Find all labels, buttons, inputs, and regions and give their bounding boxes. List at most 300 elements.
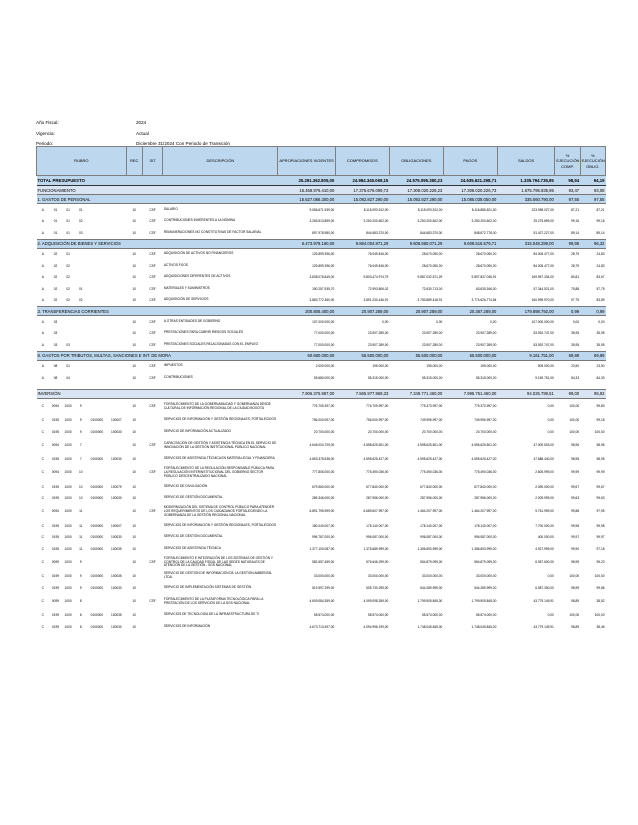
- cell-ejec-oblig: 100,00: [594, 574, 605, 579]
- project-row: [37, 504, 606, 520]
- cell-saldos: 51.427.227,00: [533, 230, 554, 235]
- cell-obligaciones: 677.840.000,00: [420, 484, 443, 489]
- cell-compromisos: 287.956.000,00: [366, 496, 389, 501]
- cell-pagos: 55.315.000,00: [475, 375, 497, 380]
- cell-apropiaciones: 25.291.362.805,00: [278, 176, 335, 186]
- rubro-code-3: 1000: [64, 535, 72, 540]
- rubro-code-3: 1000: [64, 598, 72, 603]
- rubro-code-5: [87, 227, 107, 239]
- rubro-code-4: 01: [78, 286, 83, 291]
- cell-obligaciones: 72.630.713,00: [421, 286, 443, 291]
- cell-pagos: 23.907.289,00: [475, 342, 497, 347]
- cell-description: SERVICIO DE GESTIÓN DOCUMENTAL: [163, 495, 223, 500]
- rubro-code-5: 0100000: [90, 484, 104, 489]
- cell-compromisos: 677.840.000,00: [366, 484, 389, 489]
- cell-ejec-oblig: 97,55: [580, 195, 605, 204]
- cell-obligaciones: 7.349.771.460,00: [389, 389, 443, 398]
- rubro-code-3: 1000: [64, 574, 72, 579]
- cell-rec: 10: [132, 457, 136, 462]
- cell-compromisos: 996.087.000,00: [366, 535, 389, 540]
- cell-sit: CSF: [149, 286, 156, 291]
- cell-sit: CSF: [149, 442, 156, 447]
- cell-obligaciones: 3.783.889.418,91: [417, 298, 443, 303]
- cell-compromisos: 195.000,00: [372, 364, 389, 369]
- cell-ejec-comp: 98,99: [571, 559, 580, 564]
- cell-ejec-oblig: 100,00: [594, 613, 605, 618]
- rubro-code-5: 0100000: [90, 429, 104, 434]
- cell-ejec-comp: 28,79: [571, 252, 580, 257]
- rubro-code-2: 01: [53, 230, 58, 235]
- cell-obligaciones: 4.598.625.501,00: [417, 442, 443, 447]
- rubro-code-5: [87, 260, 107, 272]
- cell-obligaciones: 3.250.200.602,00: [417, 219, 443, 224]
- rubro-code-1: A: [41, 364, 44, 369]
- cell-obligaciones: 15.092.827.290,00: [389, 195, 443, 204]
- rubro-code-3: 1000: [64, 546, 72, 551]
- cell-sit: CSF: [149, 319, 156, 324]
- table-row: [37, 283, 606, 295]
- cell-apropiaciones: 6.473.978.160,00: [278, 239, 335, 248]
- cell-rec: 10: [132, 286, 136, 291]
- cell-saldos: 53.092.747,00: [533, 342, 554, 347]
- cell-rec: 10: [132, 559, 136, 564]
- cell-rec: 10: [132, 496, 136, 501]
- cell-saldos: 53.092.747,00: [533, 331, 554, 336]
- cell-obligaciones: 9.887.032.571,29: [417, 275, 443, 280]
- rubro-code-3: 03: [66, 342, 70, 347]
- rubro-code-2: 0195: [51, 457, 59, 462]
- rubro-code-5: [87, 438, 107, 454]
- cell-apropiaciones: 3.838.076.845,00: [309, 275, 335, 280]
- cell-ejec-comp: 98,89: [571, 624, 580, 629]
- table-row: [37, 360, 606, 372]
- cell-ejec-oblig: 98,95: [596, 457, 605, 462]
- cell-compromisos: 9.884.004.871,29: [335, 239, 389, 248]
- cell-ejec-oblig: 93,08: [580, 186, 605, 195]
- rubro-code-6: [107, 227, 127, 239]
- cell-obligaciones: 544.289.999,00: [420, 585, 443, 590]
- rubro-code-4: [74, 260, 87, 272]
- cell-saldos: 0,00: [547, 574, 554, 579]
- rubro-code-2: 02: [53, 252, 58, 257]
- cell-pagos: 55.574.000,00: [475, 613, 497, 618]
- rubro-code-2: 0094: [51, 442, 59, 447]
- cell-ejec-oblig: 99,83: [596, 403, 605, 408]
- header-rubro: RUBRO: [37, 147, 127, 176]
- cell-ejec-comp: 99,88: [571, 509, 580, 514]
- rubro-code-5: [87, 295, 107, 307]
- cell-description: ADQUISICIONES DIFERENTES DE ACTIVOS: [163, 274, 231, 279]
- rubro-code-4: [74, 339, 87, 351]
- header-pagos: PAGOS: [443, 147, 497, 176]
- rubro-code-3: [62, 316, 75, 328]
- cell-pagos: 0,00: [490, 319, 497, 324]
- rubro-code-5: 0100000: [90, 624, 104, 629]
- rubro-code-2: 0094: [51, 509, 59, 514]
- cell-rec: 10: [132, 230, 136, 235]
- cell-obligaciones: 33.000.000,00: [421, 574, 443, 579]
- cell-ejec-comp: 98,99: [571, 585, 580, 590]
- table-row: [37, 372, 606, 384]
- cell-obligaciones: 775.490.036,00: [420, 470, 443, 475]
- cell-apropiaciones: 129.899.396,00: [312, 252, 335, 257]
- header-rec: REC: [126, 147, 142, 176]
- cell-ejec-oblig: 38,52: [596, 598, 605, 603]
- cell-ejec-oblig: 97,95: [596, 509, 605, 514]
- row-description: 2. ADQUISICIÓN DE BIENES Y SERVICIOS: [37, 239, 278, 248]
- table-row: [37, 328, 606, 340]
- rubro-code-2: 0195: [51, 546, 59, 551]
- rubro-code-3: 1000: [64, 429, 72, 434]
- cell-saldos: 2.009.999,00: [535, 496, 554, 501]
- cell-rec: 10: [132, 403, 136, 408]
- cell-ejec-oblig: 97,18: [596, 546, 605, 551]
- cell-ejec-comp: 35,95: [571, 331, 580, 336]
- rubro-code-2: 01: [53, 207, 58, 212]
- rubro-code-3: 01: [66, 219, 70, 224]
- cell-rec: 10: [132, 598, 136, 603]
- rubro-code-4: 8: [79, 624, 82, 629]
- cell-apropiaciones: 3.265.513.899,00: [309, 219, 335, 224]
- cell-rec: 10: [132, 418, 136, 423]
- cell-description: SERVICIO DE INFORMACIÓN ACTUALIZADO: [163, 428, 231, 433]
- rubro-code-6: 100035: [111, 613, 122, 618]
- cell-ejec-comp: 0,99: [555, 307, 580, 316]
- cell-saldos: 43.779.149,91: [533, 598, 554, 603]
- cell-sit: CSF: [149, 375, 156, 380]
- table-row: [37, 272, 606, 284]
- cell-rec: 10: [132, 535, 136, 540]
- cell-ejec-comp: 99,16: [571, 219, 580, 224]
- cell-ejec-oblig: 99,99: [596, 470, 605, 475]
- rubro-code-4: [74, 328, 87, 340]
- table-row: [37, 532, 606, 544]
- cell-description: ACTIVOS FIJOS: [163, 262, 188, 267]
- cell-apropiaciones: 756.000.097,00: [312, 418, 335, 423]
- cell-description: SERVICIOS DE INFORMACIÓN Y GESTIÓN REGIONALES, FORTALECIDOS: [163, 522, 277, 527]
- cell-sit: CSF: [149, 509, 156, 514]
- table-row: [37, 204, 606, 216]
- rubro-code-5: [87, 204, 107, 216]
- cell-apropiaciones: 77.000.000,00: [313, 342, 335, 347]
- cell-pagos: 4.595.625.427,00: [471, 457, 497, 462]
- project-row: [37, 398, 606, 415]
- cell-compromisos: 72.993.806,02: [367, 286, 389, 291]
- cell-pagos: 63.635.166,00: [475, 286, 497, 291]
- cell-description: ADQUISICIÓN DE ACTIVOS NO FINANCIEROS: [163, 251, 234, 256]
- cell-sit: [142, 454, 163, 466]
- cell-ejec-comp: 98,95: [571, 457, 580, 462]
- rubro-code-3: 1000: [64, 523, 72, 528]
- cell-sit: [142, 481, 163, 493]
- header-saldos: SALDOS: [497, 147, 554, 176]
- cell-compromisos: 23.907.289,00: [367, 331, 389, 336]
- table-row: [37, 227, 606, 239]
- cell-apropiaciones: 55.680.000,00: [313, 375, 335, 380]
- cell-saldos: 7.700.000,00: [535, 523, 554, 528]
- cell-compromisos: 20.907.289,00: [335, 307, 389, 316]
- rubro-code-3: [62, 328, 75, 340]
- cell-ejec-comp: 99,00: [555, 389, 580, 398]
- cell-compromisos: 9.803.474.974,79: [363, 275, 389, 280]
- cell-obligaciones: 17.308.020.226,23: [389, 186, 443, 195]
- rubro-code-2: 03: [53, 319, 58, 324]
- rubro-code-4: 9: [79, 429, 82, 434]
- period-label: Periodo:: [36, 141, 54, 146]
- cell-description: MODERNIZACIÓN DEL SISTEMA DE CONTROL PÚBLICO PARA ATENDER LOS REQUERIMIENTOS DE LOS CIUDADANOS FORTALECIENDO LA GOBERNANZA DE LA GESTIÓN REGIONAL NACIONAL: [163, 505, 275, 517]
- cell-ejec-oblig: 35,95: [596, 331, 605, 336]
- cell-ejec-oblig: 35,95: [596, 342, 605, 347]
- rubro-code-2: 0099: [51, 559, 59, 564]
- cell-obligaciones: 0,00: [436, 319, 443, 324]
- cell-sit: CSF: [149, 342, 156, 347]
- cell-rec: 10: [132, 319, 136, 324]
- cell-sit: CSF: [149, 298, 156, 303]
- rubro-code-6: [107, 465, 127, 481]
- rubro-code-3: 01: [66, 207, 70, 212]
- rubro-code-2: 08: [53, 364, 58, 369]
- rubro-code-2: 0195: [51, 535, 59, 540]
- cell-compromisos: 33.000.000,00: [367, 574, 389, 579]
- cell-apropiaciones: 190.257.935,70: [312, 286, 335, 291]
- cell-ejec-comp: 99,90: [571, 546, 580, 551]
- cell-ejec-oblig: 24,83: [596, 252, 605, 257]
- rubro-code-2: 0199: [51, 613, 59, 618]
- rubro-code-2: 02: [53, 286, 58, 291]
- rubro-code-5: 0100000: [90, 613, 104, 618]
- rubro-code-6: 100030: [111, 496, 122, 501]
- cell-sit: [142, 426, 163, 438]
- cell-compromisos: 1.375.689.999,00: [363, 546, 389, 551]
- rubro-code-4: 9: [79, 418, 82, 423]
- cell-compromisos: 23.907.289,00: [367, 342, 389, 347]
- cell-ejec-comp: 100,00: [569, 429, 580, 434]
- cell-ejec-comp: 99,97: [571, 535, 580, 540]
- rubro-code-1: A: [41, 298, 44, 303]
- cell-apropiaciones: 9.086.671.939,00: [309, 207, 335, 212]
- cell-description: FORTALECIMIENTO E INTEGRACIÓN DE LOS SISTEMAS DE GESTIÓN Y CONTROL DE LA CALIDAD FISCAL DE LAS SEDES NATURALES DE ATENCIÓN DE LA GESTIÓN - SGS NACIONAL: [163, 555, 273, 568]
- rubro-code-4: 11: [79, 509, 83, 514]
- cell-compromisos: 4.094.996.199,00: [363, 624, 389, 629]
- cell-sit: CSF: [149, 219, 156, 224]
- cell-ejec-oblig: 99,97: [596, 535, 605, 540]
- cell-ejec-comp: 69,89: [555, 351, 580, 360]
- cell-compromisos: 0,00: [382, 319, 389, 324]
- cell-compromisos: 24.984.345.069,15: [335, 176, 389, 186]
- cell-obligaciones: 24.575.095.380,23: [389, 176, 443, 186]
- cell-description: FORTALECIMIENTO DE LA GOBERNABILIDAD Y GOBERNANZA DESDE CULTURAL DE INFORMACIÓN REGIONAL DE LA CIUDAD BOGOTÁ: [163, 401, 271, 410]
- cell-obligaciones: 28.670.050,00: [421, 263, 443, 268]
- cell-ejec-oblig: 83,89: [596, 298, 605, 303]
- row-description: INVERSIÓN: [37, 389, 278, 398]
- cell-sit: [142, 571, 163, 583]
- cell-ejec-oblig: 99,63: [596, 496, 605, 501]
- cell-saldos: 1.675.795.935,95: [497, 186, 554, 195]
- cell-pagos: 17.308.020.226,73: [443, 186, 497, 195]
- rubro-code-2: 0099: [51, 598, 59, 603]
- cell-saldos: 0,00: [547, 418, 554, 423]
- period-value: Diciembre 31/2024 Con Periodo de Transición: [136, 141, 230, 146]
- cell-apropiaciones: 16.458.976.410,00: [278, 186, 335, 195]
- cell-apropiaciones: 129.899.396,00: [312, 263, 335, 268]
- rubro-code-6: 100079: [111, 484, 122, 489]
- cell-ejec-comp: 99,96: [555, 239, 580, 248]
- rubro-code-6: 100030: [111, 535, 122, 540]
- cell-apropiaciones: 289.346.000,00: [312, 496, 335, 501]
- rubro-code-2: 0199: [51, 574, 59, 579]
- cell-saldos: 9.169.751,00: [535, 375, 554, 380]
- cell-obligaciones: 23.907.289,00: [421, 331, 443, 336]
- rubro-code-4: 10: [78, 484, 83, 489]
- cell-compromisos: 844.683.370,00: [366, 230, 389, 235]
- table-row: [37, 339, 606, 351]
- cell-saldos: 335.060.790,00: [497, 195, 554, 204]
- cell-obligaciones: 1.356.693.999,00: [417, 546, 443, 551]
- rubro-code-5: [87, 316, 107, 328]
- cell-pagos: 775.370.997,00: [474, 403, 497, 408]
- cell-compromisos: 576.646.299,00: [366, 559, 389, 564]
- rubro-code-3: 1000: [64, 484, 72, 489]
- cell-pagos: 8.116.886.521,00: [471, 207, 497, 212]
- cell-compromisos: 3.250.200.602,00: [363, 219, 389, 224]
- rubro-code-4: 9: [79, 574, 82, 579]
- cell-saldos: 179.898.792,00: [497, 307, 554, 316]
- cell-sit: [142, 532, 163, 544]
- cell-ejec-oblig: 95,23: [596, 559, 605, 564]
- cell-compromisos: 505.730.299,00: [366, 585, 389, 590]
- cell-ejec-comp: 97,55: [555, 195, 580, 204]
- cell-rec: 10: [132, 585, 136, 590]
- rubro-code-5: [87, 372, 107, 384]
- cell-obligaciones: 195.000,00: [426, 364, 443, 369]
- cell-obligaciones: 23.907.289,00: [421, 342, 443, 347]
- cell-apropiaciones: 20.700.000,00: [313, 429, 335, 434]
- cell-saldos: 9.161.751,00: [497, 351, 554, 360]
- rubro-code-2: 0195: [51, 484, 59, 489]
- cell-pagos: 677.840.000,00: [474, 484, 497, 489]
- rubro-code-6: [107, 328, 127, 340]
- rubro-code-1: C: [41, 442, 44, 447]
- cell-description: PRESTACIONES SOCIALES RELACIONADAS CON EL EMPLEO: [163, 341, 259, 346]
- table-row: [37, 493, 606, 505]
- rubro-code-5: 0100000: [90, 418, 104, 423]
- fiscal-year-label: Año Fiscal:: [36, 120, 59, 125]
- rubro-code-6: 100035: [111, 574, 122, 579]
- cell-pagos: 287.956.000,00: [474, 496, 497, 501]
- cell-description: SERVICIOS DE ASISTENCIA TÉCNICA: [163, 545, 221, 550]
- rubro-code-3: 1000: [64, 613, 72, 618]
- cell-obligaciones: 28.670.050,00: [421, 252, 443, 257]
- rubro-code-3: 01: [66, 364, 70, 369]
- rubro-code-2: 0195: [51, 523, 59, 528]
- cell-obligaciones: 1.464.207.997,00: [417, 509, 443, 514]
- rubro-code-6: [107, 438, 127, 454]
- validity-label: Vigencia:: [36, 130, 55, 136]
- rubro-code-6: 100030: [111, 624, 122, 629]
- cell-pagos: 1.464.207.997,00: [471, 509, 497, 514]
- rubro-code-5: 0100000: [90, 496, 104, 501]
- rubro-code-4: 7: [79, 442, 82, 447]
- cell-pagos: 20.367.289,00: [443, 307, 497, 316]
- cell-saldos: 57.344.521,00: [533, 286, 554, 291]
- cell-pagos: 28.670.050,00: [475, 263, 497, 268]
- cell-rec: 10: [132, 263, 136, 268]
- rubro-code-1: C: [41, 535, 44, 540]
- rubro-code-1: A: [41, 375, 44, 380]
- cell-apropiaciones: 4.609.084.359,00: [309, 598, 335, 603]
- table-row: [37, 415, 606, 427]
- rubro-code-1: A: [41, 263, 44, 268]
- rubro-code-2: 0199: [51, 624, 59, 629]
- rubro-code-3: 1000: [64, 624, 72, 629]
- cell-compromisos: 776.709.997,00: [366, 403, 389, 408]
- rubro-code-2: 08: [53, 375, 58, 380]
- table-row: [37, 571, 606, 583]
- budget-table: [36, 146, 606, 633]
- cell-sit: [142, 610, 163, 622]
- section-row: [37, 239, 606, 248]
- cell-ejec-comp: 100,00: [569, 574, 580, 579]
- cell-obligaciones: 55.500.000,00: [389, 351, 443, 360]
- rubro-code-6: [107, 398, 127, 415]
- cell-pagos: 23.907.289,00: [475, 331, 497, 336]
- cell-pagos: 20.700.000,00: [475, 429, 497, 434]
- cell-ejec-oblig: 99,16: [596, 219, 605, 224]
- cell-description: IMPUESTOS: [163, 363, 183, 368]
- table-row: [37, 260, 606, 272]
- rubro-code-6: [107, 504, 127, 520]
- rubro-code-6: [107, 283, 127, 295]
- cell-ejec-comp: 100,00: [569, 613, 580, 618]
- rubro-code-3: 02: [66, 263, 70, 268]
- cell-saldos: 2.090.000,00: [535, 484, 554, 489]
- cell-pagos: 1.799.905.845,00: [471, 598, 497, 603]
- rubro-code-3: 1000: [64, 457, 72, 462]
- rubro-code-1: C: [41, 598, 44, 603]
- cell-rec: 10: [132, 252, 136, 257]
- table-header: [37, 147, 606, 176]
- cell-sit: CSF: [149, 598, 156, 603]
- rubro-code-3: 02: [66, 298, 70, 303]
- cell-saldos: 160.599.970,00: [531, 298, 554, 303]
- rubro-code-1: C: [41, 574, 44, 579]
- rubro-code-6: [107, 272, 127, 284]
- cell-apropiaciones: 897.978.980,00: [312, 230, 335, 235]
- rubro-code-6: [107, 260, 127, 272]
- rubro-code-5: [87, 283, 107, 295]
- cell-pagos: 55.500.000,00: [443, 351, 497, 360]
- rubro-code-6: 100007: [111, 418, 122, 423]
- cell-description: A OTRAS ENTIDADES DE GOBIERNO: [163, 318, 221, 323]
- cell-saldos: 47.688.440,00: [533, 457, 554, 462]
- cell-description: MATERIALES Y SUMINISTROS: [163, 285, 210, 290]
- rubro-code-1: A: [41, 230, 44, 235]
- rubro-code-2: 01: [53, 219, 58, 224]
- cell-rec: 10: [132, 429, 136, 434]
- cell-compromisos: 20.700.000,00: [367, 429, 389, 434]
- cell-pagos: 749.996.997,00: [474, 418, 497, 423]
- rubro-code-4: 10: [78, 496, 83, 501]
- rubro-code-6: [107, 594, 127, 610]
- cell-ejec-comp: 0,00: [572, 319, 580, 324]
- cell-sit: CSF: [149, 263, 156, 268]
- table-row: [37, 316, 606, 328]
- cell-pagos: 848.672.778,00: [474, 230, 497, 235]
- rubro-code-3: 1000: [64, 418, 72, 423]
- rubro-code-5: [87, 248, 107, 260]
- cell-rec: 10: [132, 546, 136, 551]
- cell-obligaciones: 4.595.625.427,00: [417, 457, 443, 462]
